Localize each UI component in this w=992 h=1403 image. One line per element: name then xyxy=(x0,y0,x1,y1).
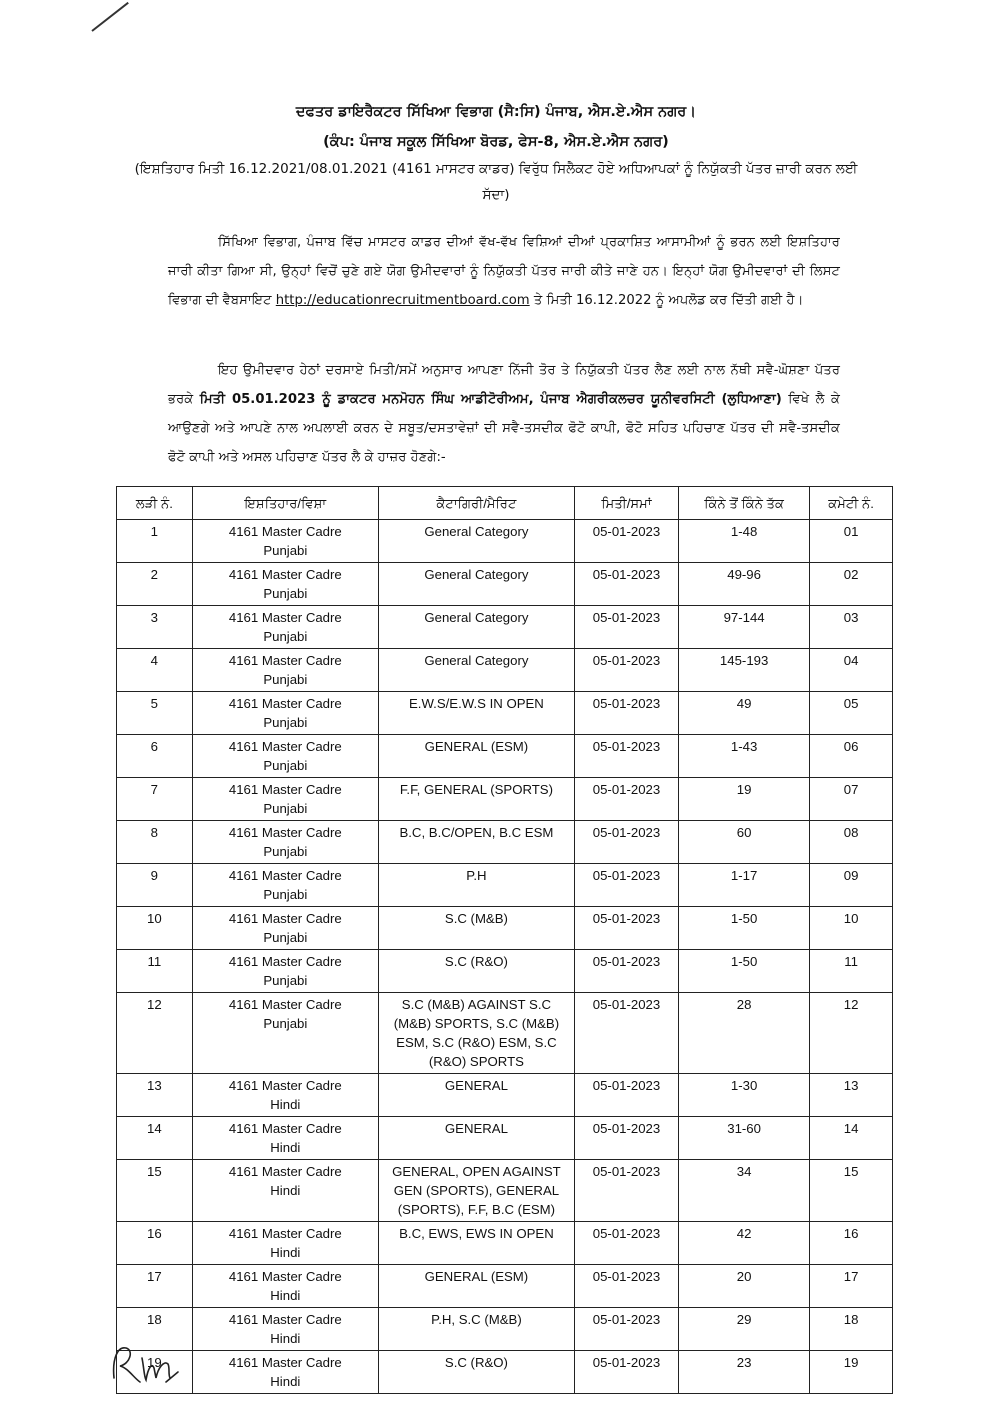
website-link[interactable]: http://educationrecruitmentboard.com xyxy=(275,293,530,308)
cell-date: 05-01-2023 xyxy=(574,864,678,907)
cell-range: 1-30 xyxy=(679,1074,810,1117)
subject-line: 4161 Master Cadre xyxy=(228,1269,342,1284)
header-date: ਮਿਤੀ/ਸਮਾਂ xyxy=(574,487,678,520)
cell-sno: 8 xyxy=(117,821,193,864)
cell-committee: 09 xyxy=(810,864,893,907)
cell-committee: 01 xyxy=(810,520,893,563)
cell-category: GENERAL, OPEN AGAINST GEN (SPORTS), GENERAL (SPORTS), F.F, B.C (ESM) xyxy=(378,1160,574,1222)
cell-date: 05-01-2023 xyxy=(574,907,678,950)
cell-subject xyxy=(192,692,378,735)
subject-name: Hindi xyxy=(270,1140,301,1155)
cell-sno: 12 xyxy=(117,993,193,1074)
subject-name: Punjabi xyxy=(263,629,308,644)
cell-date: 05-01-2023 xyxy=(574,950,678,993)
cell-category: S.C (R&O) xyxy=(378,950,574,993)
cell-subject xyxy=(192,1308,378,1351)
cell-committee: 17 xyxy=(810,1265,893,1308)
cell-category: B.C, B.C/OPEN, B.C ESM xyxy=(378,821,574,864)
cell-sno: 6 xyxy=(117,735,193,778)
subject-name: Punjabi xyxy=(263,973,308,988)
paragraph-intro-text: ਸਿੱਖਿਆ ਵਿਭਾਗ, ਪੰਜਾਬ ਵਿੱਚ ਮਾਸਟਰ ਕਾਡਰ ਦੀਆਂ ਵੱਖ-ਵੱਖ ਵਿਸ਼ਿਆਂ ਦੀਆਂ ਪ੍ਰਕਾਸ਼ਿਤ ਆਸਾਮੀਆਂ ਨੂੰ ਭਰਨ ਲਈ ਇਸ਼ਤਿਹਾਰ ਜਾਰੀ ਕੀਤਾ ਗਿਆ ਸੀ, ਉਨ੍ਹਾਂ ਵਿਚੋਂ ਚੁਣੇ ਗਏ ਯੋਗ ਉਮੀਦਵਾਰਾਂ ਨੂੰ ਨਿਯੁੱਕਤੀ ਪੱਤਰ ਜਾਰੀ ਕੀਤੇ ਜਾਣੇ ਹਨ। ਇਨ੍ਹਾਂ ਯੋਗ ਉਮੀਦਵਾਰਾਂ ਦੀ ਲਿਸਟ ਵਿਭਾਗ ਦੀ ਵੈਬਸਾਇਟ xyxy=(168,235,840,308)
committee-table xyxy=(116,486,893,1394)
subject-line: 4161 Master Cadre xyxy=(228,911,342,926)
subject-name: Punjabi xyxy=(263,758,308,773)
subject-name: Punjabi xyxy=(263,1016,308,1031)
header-range: ਕਿੰਨੇ ਤੋਂ ਕਿੰਨੇ ਤੱਕ xyxy=(679,487,810,520)
cell-committee: 07 xyxy=(810,778,893,821)
cell-category: General Category xyxy=(378,649,574,692)
notice-subject: (ਇਸ਼ਤਿਹਾਰ ਮਿਤੀ 16.12.2021/08.01.2021 (4161 ਮਾਸਟਰ ਕਾਡਰ) ਵਿਰੁੱਧ ਸਿਲੈਕਟ ਹੋਏ ਅਧਿਆਪਕਾਂ ਨੂੰ ਨਿਯੁੱਕਤੀ ਪੱਤਰ ਜ਼ਾਰੀ ਕਰਨ ਲਈ ਸੱਦਾ) xyxy=(134,161,858,203)
cell-date: 05-01-2023 xyxy=(574,606,678,649)
subject-line: 4161 Master Cadre xyxy=(228,1312,342,1327)
subject-name: Punjabi xyxy=(263,930,308,945)
cell-range: 49-96 xyxy=(679,563,810,606)
table-row xyxy=(117,907,893,950)
table-header-row xyxy=(117,487,893,520)
subject-line: 4161 Master Cadre xyxy=(228,739,342,754)
cell-range: 31-60 xyxy=(679,1117,810,1160)
cell-category: S.C (M&B) AGAINST S.C (M&B) SPORTS, S.C (M&B) ESM, S.C (R&O) ESM, S.C (R&O) SPORTS xyxy=(378,993,574,1074)
cell-category: GENERAL xyxy=(378,1117,574,1160)
cell-committee: 13 xyxy=(810,1074,893,1117)
subject-line: 4161 Master Cadre xyxy=(228,868,342,883)
cell-committee: 16 xyxy=(810,1222,893,1265)
cell-category: P.H, S.C (M&B) xyxy=(378,1308,574,1351)
cell-category: F.F, GENERAL (SPORTS) xyxy=(378,778,574,821)
cell-range: 1-50 xyxy=(679,950,810,993)
cell-subject xyxy=(192,1351,378,1394)
cell-range: 28 xyxy=(679,993,810,1074)
cell-range: 145-193 xyxy=(679,649,810,692)
subject-line: 4161 Master Cadre xyxy=(228,1226,342,1241)
table-row xyxy=(117,778,893,821)
cell-sno: 18 xyxy=(117,1308,193,1351)
cell-subject xyxy=(192,1160,378,1222)
cell-date: 05-01-2023 xyxy=(574,649,678,692)
subject-line: 4161 Master Cadre xyxy=(228,653,342,668)
cell-category: GENERAL (ESM) xyxy=(378,1265,574,1308)
cell-date: 05-01-2023 xyxy=(574,778,678,821)
cell-date: 05-01-2023 xyxy=(574,1351,678,1394)
cell-range: 20 xyxy=(679,1265,810,1308)
table-row xyxy=(117,606,893,649)
cell-category: S.C (R&O) xyxy=(378,1351,574,1394)
table-row xyxy=(117,864,893,907)
cell-subject xyxy=(192,864,378,907)
cell-range: 1-48 xyxy=(679,520,810,563)
cell-committee: 08 xyxy=(810,821,893,864)
subject-name: Punjabi xyxy=(263,586,308,601)
subject-name: Hindi xyxy=(270,1374,301,1389)
table-row xyxy=(117,950,893,993)
cell-category: General Category xyxy=(378,520,574,563)
cell-committee: 15 xyxy=(810,1160,893,1222)
table-row xyxy=(117,520,893,563)
subject-line: 4161 Master Cadre xyxy=(228,1164,342,1179)
cell-subject xyxy=(192,1074,378,1117)
paragraph-intro xyxy=(168,228,840,315)
subject-line: 4161 Master Cadre xyxy=(228,524,342,539)
subject-line: 4161 Master Cadre xyxy=(228,1078,342,1093)
cell-date: 05-01-2023 xyxy=(574,1265,678,1308)
subject-name: Punjabi xyxy=(263,844,308,859)
cell-sno: 10 xyxy=(117,907,193,950)
cell-date: 05-01-2023 xyxy=(574,1308,678,1351)
cell-committee: 19 xyxy=(810,1351,893,1394)
header-committee: ਕਮੇਟੀ ਨੰ. xyxy=(810,487,893,520)
cell-range: 1-17 xyxy=(679,864,810,907)
paragraph-instructions-text-end: ਵਿਖੇ ਲੈ ਕੇ ਆਉਣਗੇ ਅਤੇ ਆਪਣੇ ਨਾਲ ਅਪਲਾਈ ਕਰਨ ਦੇ ਸਬੂਤ/ਦਸਤਾਵੇਜ਼ਾਂ ਦੀ ਸਵੈ-ਤਸਦੀਕ ਫੋਟੋ ਕਾਪੀ, ਫੋਟੋ ਸਹਿਤ ਪਹਿਚਾਣ ਪੱਤਰ ਦੀ ਸਵੈ-ਤਸਦੀਕ ਫੋਟੋ ਕਾਪੀ ਅਤੇ ਅਸਲ ਪਹਿਚਾਣ ਪੱਤਰ ਲੈ ਕੇ ਹਾਜ਼ਰ ਹੋਣਗੇ:- xyxy=(168,392,840,465)
paragraph-instructions xyxy=(168,356,840,472)
signature xyxy=(108,1338,188,1388)
cell-range: 1-50 xyxy=(679,907,810,950)
table-row xyxy=(117,1351,893,1394)
cell-date: 05-01-2023 xyxy=(574,1160,678,1222)
subject-name: Punjabi xyxy=(263,672,308,687)
cell-date: 05-01-2023 xyxy=(574,821,678,864)
cell-range: 60 xyxy=(679,821,810,864)
subject-name: Hindi xyxy=(270,1288,301,1303)
header-category: ਕੈਟਾਗਿਰੀ/ਮੈਰਿਟ xyxy=(378,487,574,520)
cell-category: General Category xyxy=(378,606,574,649)
document-header xyxy=(0,96,992,208)
cell-committee: 06 xyxy=(810,735,893,778)
cell-committee: 04 xyxy=(810,649,893,692)
cell-range: 19 xyxy=(679,778,810,821)
cell-subject xyxy=(192,649,378,692)
cell-committee: 12 xyxy=(810,993,893,1074)
subject-line: 4161 Master Cadre xyxy=(228,782,342,797)
cell-sno: 17 xyxy=(117,1265,193,1308)
cell-subject xyxy=(192,950,378,993)
cell-sno: 1 xyxy=(117,520,193,563)
table-row xyxy=(117,735,893,778)
cell-subject xyxy=(192,1265,378,1308)
table-row xyxy=(117,1074,893,1117)
cell-date: 05-01-2023 xyxy=(574,520,678,563)
table-row xyxy=(117,649,893,692)
cell-range: 97-144 xyxy=(679,606,810,649)
cell-sno: 5 xyxy=(117,692,193,735)
cell-range: 23 xyxy=(679,1351,810,1394)
header-sno: ਲੜੀ ਨੰ. xyxy=(117,487,193,520)
table-row xyxy=(117,692,893,735)
cell-subject xyxy=(192,821,378,864)
cell-category: B.C, EWS, EWS IN OPEN xyxy=(378,1222,574,1265)
cell-subject xyxy=(192,907,378,950)
cell-date: 05-01-2023 xyxy=(574,735,678,778)
table-row xyxy=(117,1117,893,1160)
cell-committee: 18 xyxy=(810,1308,893,1351)
table-row xyxy=(117,821,893,864)
table-row xyxy=(117,993,893,1074)
cell-date: 05-01-2023 xyxy=(574,1222,678,1265)
subject-name: Hindi xyxy=(270,1245,301,1260)
cell-subject xyxy=(192,520,378,563)
cell-subject xyxy=(192,606,378,649)
cell-subject xyxy=(192,1222,378,1265)
cell-subject xyxy=(192,563,378,606)
cell-sno: 7 xyxy=(117,778,193,821)
cell-committee: 14 xyxy=(810,1117,893,1160)
cell-category: P.H xyxy=(378,864,574,907)
paragraph-instructions-text: ਇਹ ਉਮੀਦਵਾਰ ਹੇਠਾਂ ਦਰਸਾਏ ਮਿਤੀ/ਸਮੇਂ ਅਨੁਸਾਰ ਆਪਣਾ ਨਿੱਜੀ ਤੋਰ ਤੇ ਨਿਯੁੱਕਤੀ ਪੱਤਰ ਲੈਣ ਲਈ ਨਾਲ ਨੱਥੀ ਸਵੈ-ਘੋਸ਼ਣਾ ਪੱਤਰ ਭਰਕੇ xyxy=(168,363,840,407)
cell-sno: 16 xyxy=(117,1222,193,1265)
cell-date: 05-01-2023 xyxy=(574,1117,678,1160)
cell-sno: 11 xyxy=(117,950,193,993)
subject-name: Hindi xyxy=(270,1331,301,1346)
cell-range: 29 xyxy=(679,1308,810,1351)
cell-date: 05-01-2023 xyxy=(574,993,678,1074)
cell-category: General Category xyxy=(378,563,574,606)
cell-subject xyxy=(192,735,378,778)
subject-line: 4161 Master Cadre xyxy=(228,954,342,969)
cell-sno: 14 xyxy=(117,1117,193,1160)
office-address: (ਕੰਪ: ਪੰਜਾਬ ਸਕੂਲ ਸਿੱਖਿਆ ਬੋਰਡ, ਫੇਸ-8, ਐਸ.ਏ.ਐਸ ਨਗਰ) xyxy=(323,134,669,150)
cell-subject xyxy=(192,778,378,821)
cell-sno: 19 xyxy=(117,1351,193,1394)
subject-name: Punjabi xyxy=(263,801,308,816)
subject-line: 4161 Master Cadre xyxy=(228,696,342,711)
cell-category: GENERAL (ESM) xyxy=(378,735,574,778)
cell-sno: 13 xyxy=(117,1074,193,1117)
pen-mark xyxy=(91,2,128,32)
cell-subject xyxy=(192,993,378,1074)
subject-name: Punjabi xyxy=(263,715,308,730)
table-row xyxy=(117,1308,893,1351)
cell-range: 42 xyxy=(679,1222,810,1265)
subject-line: 4161 Master Cadre xyxy=(228,997,342,1012)
cell-category: S.C (M&B) xyxy=(378,907,574,950)
cell-sno: 4 xyxy=(117,649,193,692)
cell-range: 34 xyxy=(679,1160,810,1222)
office-title: ਦਫਤਰ ਡਾਇਰੈਕਟਰ ਸਿੱਖਿਆ ਵਿਭਾਗ (ਸੈ:ਸਿ) ਪੰਜਾਬ, ਐਸ.ਏ.ਐਸ ਨਗਰ। xyxy=(295,104,697,120)
subject-name: Hindi xyxy=(270,1183,301,1198)
subject-line: 4161 Master Cadre xyxy=(228,1355,342,1370)
cell-range: 1-43 xyxy=(679,735,810,778)
cell-committee: 03 xyxy=(810,606,893,649)
table-row xyxy=(117,1222,893,1265)
cell-date: 05-01-2023 xyxy=(574,563,678,606)
header-subject: ਇਸ਼ਤਿਹਾਰ/ਵਿਸ਼ਾ xyxy=(192,487,378,520)
table-row xyxy=(117,1160,893,1222)
table-row xyxy=(117,1265,893,1308)
subject-line: 4161 Master Cadre xyxy=(228,610,342,625)
cell-range: 49 xyxy=(679,692,810,735)
subject-line: 4161 Master Cadre xyxy=(228,825,342,840)
cell-committee: 10 xyxy=(810,907,893,950)
cell-date: 05-01-2023 xyxy=(574,692,678,735)
cell-sno: 3 xyxy=(117,606,193,649)
subject-line: 4161 Master Cadre xyxy=(228,1121,342,1136)
cell-sno: 15 xyxy=(117,1160,193,1222)
cell-committee: 11 xyxy=(810,950,893,993)
cell-committee: 05 xyxy=(810,692,893,735)
cell-subject xyxy=(192,1117,378,1160)
subject-name: Punjabi xyxy=(263,887,308,902)
table-row xyxy=(117,563,893,606)
cell-date: 05-01-2023 xyxy=(574,1074,678,1117)
subject-name: Punjabi xyxy=(263,543,308,558)
subject-line: 4161 Master Cadre xyxy=(228,567,342,582)
cell-sno: 2 xyxy=(117,563,193,606)
cell-category: GENERAL xyxy=(378,1074,574,1117)
subject-name: Hindi xyxy=(270,1097,301,1112)
venue-date-text: ਮਿਤੀ 05.01.2023 ਨੂੰ ਡਾਕਟਰ ਮਨਮੋਹਨ ਸਿੰਘ ਆਡੀਟੋਰੀਅਮ, ਪੰਜਾਬ ਐਗਰੀਕਲਚਰ ਯੂਨੀਵਰਸਿਟੀ (ਲੁਧਿਆਣਾ) xyxy=(199,392,782,407)
cell-sno: 9 xyxy=(117,864,193,907)
paragraph-intro-text-end: ਤੇ ਮਿਤੀ 16.12.2022 ਨੂੰ ਅਪਲੋਡ ਕਰ ਦਿੱਤੀ ਗਈ ਹੈ। xyxy=(533,293,804,308)
cell-category: E.W.S/E.W.S IN OPEN xyxy=(378,692,574,735)
cell-committee: 02 xyxy=(810,563,893,606)
table-body xyxy=(117,520,893,1394)
